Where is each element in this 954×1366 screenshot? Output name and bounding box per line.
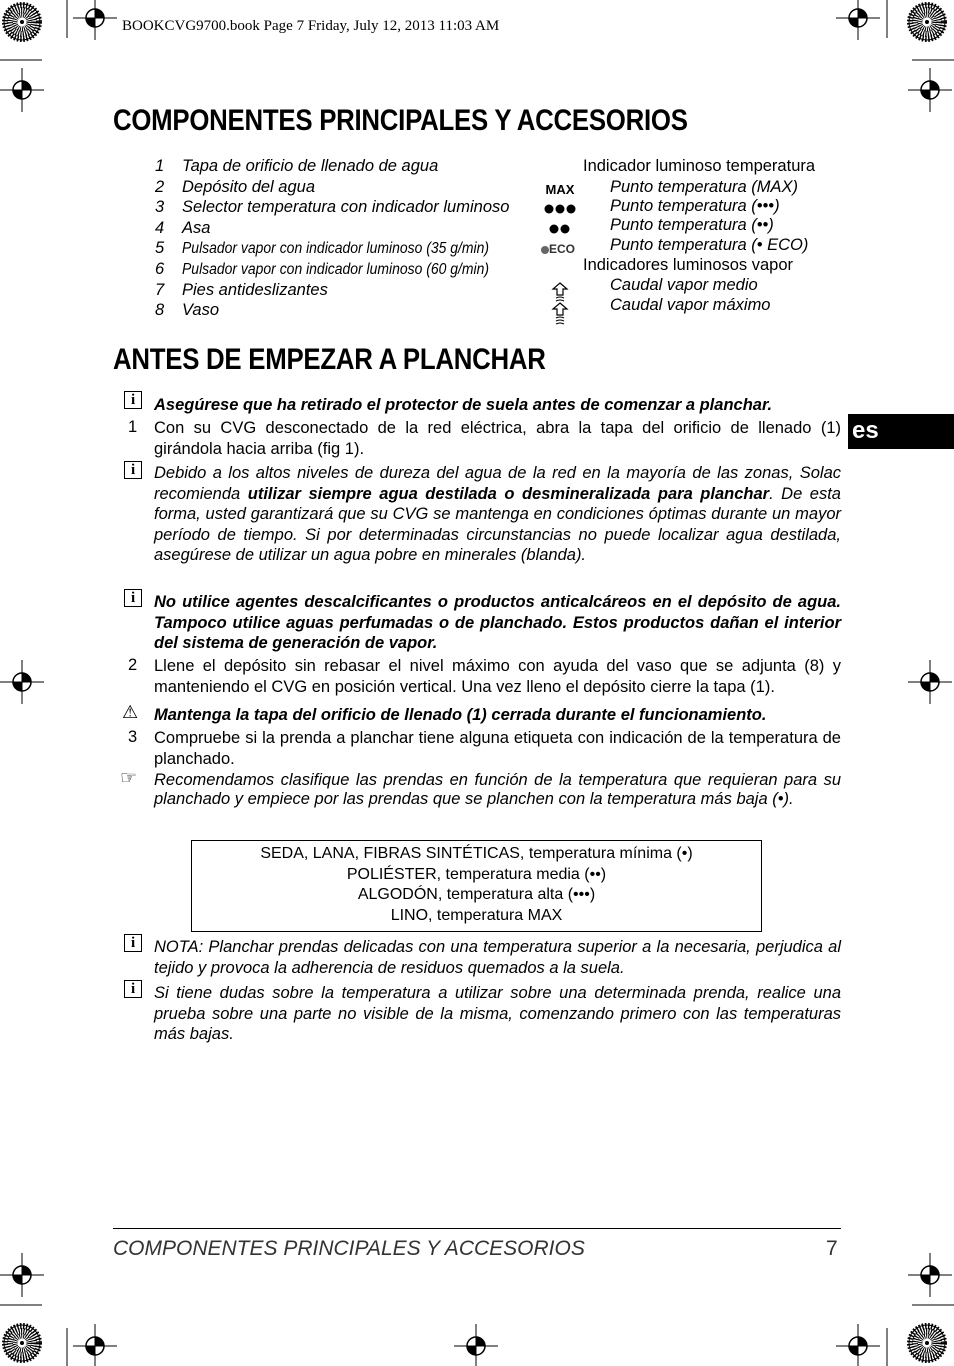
info-icon: i <box>124 934 142 952</box>
pointing-hand-icon: ☞ <box>120 768 138 789</box>
page-number: 7 <box>826 1237 838 1260</box>
language-tab: es <box>848 414 954 449</box>
fabric-row: LINO, temperatura MAX <box>390 906 563 924</box>
step-number: 3 <box>128 728 138 746</box>
section-title-before-ironing: ANTES DE EMPEZAR A PLANCHAR <box>113 343 546 376</box>
step-open-cap: Con su CVG desconectado de la red eléctrica, abra la tapa del orificio de llenado (1) girándola hacia arriba (fig 1). <box>154 419 841 458</box>
legend-temp-max: Punto temperatura (MAX) <box>610 178 798 196</box>
list-item: 1 Tapa de orificio de llenado de agua <box>155 157 439 175</box>
list-item: 6 Pulsador vapor con indicador luminoso (60 g/min) <box>155 260 490 278</box>
info-icon: i <box>124 980 142 998</box>
note-no-descalers: No utilice agentes descalcificantes o productos anticalcáreos en el depósito de agua. Tampoco utilice aguas perfumadas o de planchado. Estos productos dañan el interior del sistema de generación de vapor. <box>154 593 841 653</box>
note-remove-protector: Asegúrese que ha retirado el protector de suela antes de comenzar a planchar. <box>154 396 773 414</box>
section-title-components: COMPONENTES PRINCIPALES Y ACCESORIOS <box>113 104 688 137</box>
warning-icon: ⚠ <box>122 702 139 722</box>
info-icon: i <box>124 589 142 607</box>
info-icon: i <box>124 461 142 479</box>
two-dots-icon <box>548 223 572 235</box>
list-item: 3 Selector temperatura con indicador luminoso <box>155 198 510 216</box>
dot-icon <box>541 246 549 254</box>
list-item: 5 Pulsador vapor con indicador luminoso (35 g/min) <box>155 239 490 257</box>
warning-keep-cap-closed: Mantenga la tapa del orificio de llenado (1) cerrada durante el funcionamiento. <box>154 706 767 724</box>
legend-temp-2: Punto temperatura (••) <box>610 216 774 234</box>
eco-symbol: ECO <box>541 242 575 256</box>
print-header: BOOKCVG9700.book Page 7 Friday, July 12, 2013 11:03 AM <box>122 18 500 34</box>
note-test-hidden-area: Si tiene dudas sobre la temperatura a utilizar sobre una determinada prenda, realice una prueba sobre una parte no visible de la misma, comenzando primero con las temperaturas más bajas. <box>154 984 841 1044</box>
step-check-label: Compruebe si la prenda a planchar tiene alguna etiqueta con indicación de la temperatura de planchado. <box>154 729 841 768</box>
three-dots-icon <box>543 203 577 215</box>
list-item: 8 Vaso <box>155 301 219 319</box>
max-symbol: MAX <box>545 182 575 197</box>
fabric-row: SEDA, LANA, FIBRAS SINTÉTICAS, temperatura mínima (•) <box>260 845 693 862</box>
legend-temp-3: Punto temperatura (•••) <box>610 197 780 215</box>
legend-steam-max: Caudal vapor máximo <box>610 296 771 314</box>
step-number: 1 <box>128 418 138 436</box>
info-icon: i <box>124 391 142 409</box>
legend-temp-eco: Punto temperatura (• ECO) <box>610 236 809 254</box>
note-distilled-water: Debido a los altos niveles de dureza del agua de la red en la mayoría de las zonas, Solac recomienda utilizar siempre agua destilada o desmineralizada para planchar. De esta forma, usted garantizará que su CVG se mantenga en condiciones óptimas durante un mayor período de tiempo. Si por determinadas circunstancias no puede localizar agua destilada, asegúrese de utilizar un agua pobre en minerales (blanda). <box>154 464 841 565</box>
note-delicate-garments: NOTA: Planchar prendas delicadas con una temperatura superior a la necesaria, perjudica al tejido y provoca la adherencia de residuos quemados a la suela. <box>154 938 841 977</box>
list-item: 4 Asa <box>155 219 211 237</box>
step-number: 2 <box>128 656 138 674</box>
legend-steam-title: Indicadores luminosos vapor <box>583 256 794 274</box>
tip-sort-garments: Recomendamos clasifique las prendas en función de la temperatura que requieran para su planchado y empiece por las prendas que se planchen con la temperatura más baja (•). <box>154 771 841 808</box>
list-item: 7 Pies antideslizantes <box>155 281 328 299</box>
fabric-row: ALGODÓN, temperatura alta (•••) <box>357 886 596 903</box>
footer-title: COMPONENTES PRINCIPALES Y ACCESORIOS <box>113 1237 585 1260</box>
steam-max-icon <box>551 302 569 326</box>
fabric-row: POLIÉSTER, temperatura media (••) <box>346 865 607 883</box>
list-item: 2 Depósito del agua <box>155 178 316 196</box>
legend-temp-title: Indicador luminoso temperatura <box>583 157 816 175</box>
footer-rule <box>113 1228 841 1229</box>
step-fill-tank: Llene el depósito sin rebasar el nivel máximo con ayuda del vaso que se adjunta (8) y manteniendo el CVG en posición vertical. Una vez lleno el depósito cierre la tapa (1). <box>154 657 841 696</box>
fabric-temperature-table <box>191 840 762 932</box>
legend-steam-medium: Caudal vapor medio <box>610 276 758 294</box>
steam-medium-icon <box>551 282 569 302</box>
